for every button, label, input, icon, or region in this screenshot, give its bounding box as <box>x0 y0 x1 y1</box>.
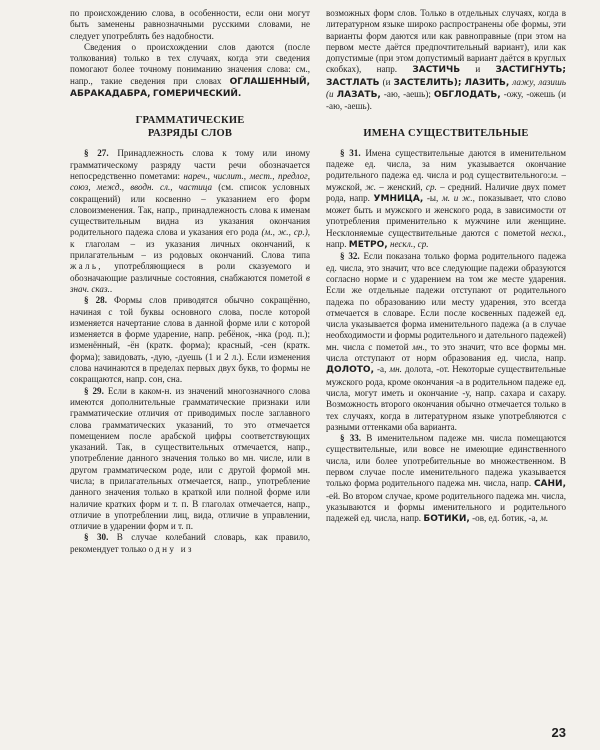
page-number: 23 <box>551 725 566 740</box>
headword-metro: МЕТРО, <box>348 240 388 251</box>
section-number: § 28. <box>84 295 107 306</box>
paragraph-31: § 31. Имена существительные даются в именительном падеже ед. числа, за ним указывается окончание родительного падежа ед. числа и род существительного:м. – мужской, ж. – женский, ср. – средний. Наличие двух помет рода, напр. УМНИЦА, -ы, м. и ж., показывает, что слово может быть и мужского и женского рода, в зависимости от употребления применительно к мужчине или женщине. Несклоняемые существительные даются с пометой нескл., напр. МЕТРО, нескл., ср. <box>326 147 566 251</box>
paragraph-variants: возможных форм слов. Только в отдельных случаях, когда в литературном языке широко распространены обе формы, эти варианты форм даются или как равноправные (при этом на первом месте даётся предпочтительный вариант), или как допустимые (при этом допустимый вариант даётся в круглых скобках), напр. ЗАСТИЧЬ и ЗАСТИГНУТЬ; ЗАСТЛАТЬ (и ЗАСТЕЛИТЬ); ЛАЗИТЬ, лажу, лазишь (и ЛАЗАТЬ, -аю, -аешь); ОБГЛОДАТЬ, -ожу, -ожешь (и -аю, -аешь). <box>326 8 566 112</box>
paragraph-27: § 27. Принадлежность слова к тому или иному грамматическому разряду части речи обозначается непосредственно пометами: нареч., числит., мест., предлог, союз, межд., вводн. сл., частица (см. список условных сокращений) или косвенно – указанием его форм словоизменения. Так, напр., принадлежность слова к именам существительным видна из указания окончания родительного падежа слова и указания его рода (м., ж., ср.), к глаголам – из указания личных окончаний, к прилагательным – из родовых окончаний. Слова типа жаль, употребляющиеся в роли сказуемого и обозначающие различные состояния, снабжаются пометой в знач. сказ.. <box>70 148 310 294</box>
section-heading-grammar: ГРАММАТИЧЕСКИЕ РАЗРЯДЫ СЛОВ <box>135 115 245 140</box>
headword-zastich: ЗАСТИЧЬ <box>412 65 461 76</box>
headword-umnitsa: УМНИЦА, <box>373 193 424 204</box>
paragraph-30: § 30. В случае колебаний словарь, как правило, рекомендует только одну из <box>70 532 310 554</box>
section-number: § 30. <box>84 532 109 543</box>
section-number: § 27. <box>84 148 109 159</box>
paragraph-origin-info: Сведения о происхождении слов даются (после толкования) только в тех случаях, когда эти сведения помогают более точному пониманию значения слова: см., напр., такие сведения при словах ОГЛАШЕННЫЙ, АБРАКАДАБРА, ГОМЕРИЧЕСКИЙ. <box>70 41 310 100</box>
headword-lazat: ЛАЗАТЬ, <box>336 90 381 101</box>
paragraph-29: § 29. Если в каком-н. из значений многозначного слова имеются дополнительные грамматические признаки или грамматические отличия от приводимых после заглавного слова грамматических указаний, то это отмечается помещением после арабской цифры соответствующих указаний. Так, в существительных отмечается, напр., употребление данного значения только во мн. числе, или в другом грамматическом роде, или с другой формой мн. числа; в прилагательных отмечается, напр., употребление данного значения только в краткой или полной форме или наличие кратких форм и т. п. В глаголах отмечается, напр., отличие в употреблении лиц, вида, отличие в управлении, отличие в ударении форм и т. п. <box>70 385 310 532</box>
headword-doloto: ДОЛОТО, <box>326 365 375 376</box>
paragraph-33: § 33. В именительном падеже мн. числа помещаются существительные, или вовсе не имеющие единственного числа, или более употребительные во множественном. В первом случае после именительного падежа указывается только форма родительного падежа мн. числа, напр. САНИ, -ей. Во втором случае, кроме родительного падежа мн. числа, указываются и формы именительного и родительного падежей ед. числа, напр. БОТИКИ, -ов, ед. ботик, -а, м. <box>326 433 566 525</box>
section-number: § 29. <box>84 385 104 396</box>
section-number: § 32. <box>340 251 360 262</box>
left-column <box>70 8 310 716</box>
two-column-body <box>70 8 566 716</box>
section-heading-nouns: ИМЕНА СУЩЕСТВИТЕЛЬНЫЕ <box>363 127 529 139</box>
headword-zastignut: ЗАСТИГНУТЬ; <box>495 65 566 76</box>
headword-zastlat: ЗАСТЛАТЬ <box>326 77 380 88</box>
headword-sani: САНИ, <box>533 479 566 490</box>
paragraph-origin-end: по происхождению слова, в особенности, если они могут быть заменены равнозначными русскими словами, не следует употреблять без надобности. <box>70 8 310 41</box>
headword-botiki: БОТИКИ, <box>423 514 470 525</box>
section-number: § 31. <box>340 147 361 158</box>
right-column <box>326 8 566 716</box>
headword-gomerichesky: ГОМЕРИЧЕСКИЙ. <box>152 89 242 100</box>
headword-lazit: ЛАЗИТЬ, <box>464 77 510 88</box>
paragraph-28: § 28. Формы слов приводятся обычно сокращённо, начиная с той буквы основного слова, после которой изменяется начертание слова в данной форме или с которой изменяется в форме ударение, напр. ребёнок, -нка (род. п.); изменённый, -ён (кратк. форма); красный, -сен (кратк. форма); завидовать, -дую, -дуешь (1 и 2 л.). Если изменения слова начинаются в пределах первых двух букв, то формы не сокращаются, напр. сон, сна. <box>70 295 310 385</box>
headword-oglashenny: ОГЛАШЕННЫЙ, <box>229 76 310 87</box>
headword-abrakadabra: АБРАКАДАБРА, <box>70 89 151 100</box>
paragraph-32: § 32. Если показана только форма родительного падежа ед. числа, это значит, что все следующие падежи образуются согласно норме и с ударением на том же месте ударения. Если же отдельные падежи отступают от родительного падежа по образованию или месту ударения, это всегда отмечается в словаре. Если после косвенных падежей ед. числа указывается форма именительного падежа (а в случае необходимости и формы родительного и дательного падежей) мн. числа с пометой мн., то это значит, что все формы мн. числа отступают от норм образования ед. числа, напр. ДОЛОТО, -а, мн. долота, -от. Некоторые существительные мужского рода, кроме окончания -а в родительном падеже ед. числа, могут иметь и окончание -у, напр. сахара и сахару. Возможность второго окончания обычно отмечается только в тех случаях, когда в литературном языке употребляются с разными оттенками оба варианта. <box>326 251 566 432</box>
headword-zastelit: ЗАСТЕЛИТЬ); <box>393 77 462 88</box>
headword-obglodat: ОБГЛОДАТЬ, <box>433 90 501 101</box>
section-number: § 33. <box>340 433 362 444</box>
